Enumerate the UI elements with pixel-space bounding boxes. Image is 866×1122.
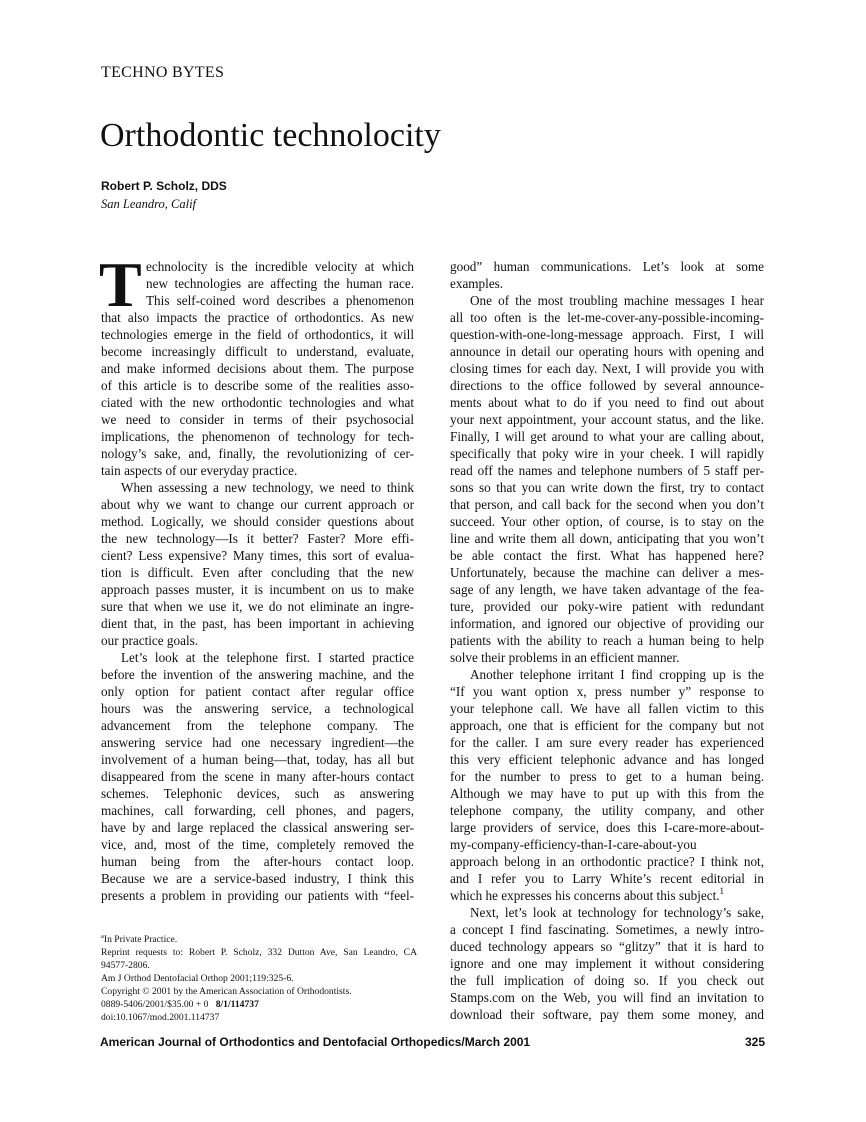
text-line [101,615,414,632]
text-line [450,870,764,887]
text-line [101,496,414,513]
text-line [101,513,414,530]
text-line [101,394,414,411]
line-text: One of the most troubling machine messages I hear [470,293,764,308]
line-text: and make informed decisions about them. The purpose [101,361,414,376]
text-line [101,326,414,343]
line-text: tain aspects of our everyday practice. [101,463,298,478]
line-text: announce in detail our operating hours with opening and [450,344,764,359]
text-line [450,938,764,955]
page-number: 325 [744,1035,765,1049]
footnote-citation: Am J Orthod Dentofacial Orthop 2001;119:325-6. [101,973,294,984]
line-text: this very efficient telephonic advance and has longed [450,752,764,767]
journal-name: American Journal of Orthodontics and Dentofacial Orthopedics/March 2001 [100,1035,531,1049]
text-line [450,581,764,598]
author-affiliation: San Leandro, Calif [101,197,197,211]
text-line [450,326,764,343]
line-text: duced technology appears so “glitzy” that it is hard to [450,939,764,954]
text-line [101,870,414,887]
line-text: your next appointment, your account status, and the like. [450,412,764,427]
line-text: download their software, pay them some money, and [450,1007,764,1022]
right-column [450,258,764,1023]
line-text: ture, provided our poky-wire patient with redundant [450,599,764,614]
text-line [101,462,414,479]
text-line [450,530,764,547]
line-text: new technologies are affecting the human race. [146,276,414,291]
line-text: that also impacts the practice of orthodontics. As new [101,310,414,325]
line-text: echnolocity is the incredible velocity at which [146,259,414,274]
line-text: read off the names and telephone numbers of 5 staff per- [450,463,764,478]
text-line [450,819,764,836]
text-line [450,666,764,683]
line-text: presents a problem in providing our patients with “feel- [101,888,414,903]
article-code: 8/1/114737 [215,999,259,1010]
line-text: implications, the phenomenon of technology for tech- [101,429,414,444]
footnote-affiliation [101,933,417,946]
footnotes [101,933,417,1024]
line-text: Finally, I will get around to what your are calling about, [450,429,764,444]
issn: 0889-5406/2001/$35.00 + 0 [101,999,209,1010]
text-line [101,802,414,819]
line-text: solve their problems in an efficient manner. [450,650,680,665]
author-name: Robert P. Scholz, DDS [101,179,227,193]
article-title: Orthodontic technolocity [100,117,441,154]
line-text: ciated with the new orthodontic technologies and what [101,395,414,410]
line-text: Another telephone irritant I find cropping up is the [470,667,764,682]
text-line [450,751,764,768]
text-line [450,394,764,411]
text-line [450,921,764,938]
text-line [450,853,764,870]
line-text: line and write them all down, anticipating that you won’t [450,531,764,546]
text-line [450,717,764,734]
line-text: we need to consider in terms of their psychosocial [101,412,414,427]
line-text: ments about what to do if you need to find out about [450,395,764,410]
line-text: ignore and one may implement it without considering [450,956,764,971]
line-text: Unfortunately, because the machine can deliver a mes- [450,565,764,580]
line-text: technologies emerge in the field of orthodontics, it will [101,327,414,342]
text-line [450,887,764,904]
text-line [101,564,414,581]
line-text: Although we may have to put up with this from the [450,786,764,801]
line-text: for the number to press to get to a human being. [450,769,764,784]
line-text: question-with-one-long-message approach. First, I will [450,327,764,342]
line-text: advancement from the telephone company. The [101,718,414,733]
line-text: directions to the office followed by several announce- [450,378,764,393]
line-text: schemes. Telephonic devices, such as answering [101,786,414,801]
line-text: approach passes muster, it is incumbent on us to make [101,582,414,597]
line-text: a concept I find fascinating. Sometimes, a newly intro- [450,922,764,937]
line-text: the new technology—Is it better? Faster? More effi- [101,531,414,546]
footnote-reprint-zip: 94577-2806. [101,960,150,971]
footnote-doi: doi:10.1067/mod.2001.114737 [101,1012,220,1023]
line-text: patients with the ability to reach a human being to help [450,633,764,648]
line-text: answering service had one necessary ingredient—the [101,735,414,750]
text-line [450,513,764,530]
text-line [101,768,414,785]
line-text: that person, and call back for the second when you don’t [450,497,764,512]
line-text: disappeared from the scene in many after-hours contact [101,769,414,784]
text-line [450,360,764,377]
line-text: large providers of service, does this I-care-more-about- [450,820,764,835]
text-line [101,717,414,734]
line-text: good” human communications. Let’s look at some [450,259,764,274]
text-line [101,649,414,666]
text-line [450,462,764,479]
line-text: approach belong in an orthodontic practice? I think not, [450,854,764,869]
text-line [101,683,414,700]
text-line [450,343,764,360]
line-text: Stamps.com on the Web, you will find an invitation to [450,990,764,1005]
text-line [450,649,764,666]
text-line [450,598,764,615]
line-text: your telephone call. We have all fallen victim to this [450,701,764,716]
text-line [450,496,764,513]
footnote-mark: a [101,933,104,940]
text-line [101,887,414,904]
text-line [101,836,414,853]
line-text: machines, call forwarding, cell phones, and pagers, [101,803,414,818]
text-line [101,479,414,496]
text-line [450,428,764,445]
line-text: involvement of a human being—that, today, has all but [101,752,414,767]
text-line [450,615,764,632]
text-line [450,258,764,275]
page-footer [100,1035,765,1049]
footnote-affiliation-text: In Private Practice. [103,934,178,945]
text-line [450,683,764,700]
line-text: sons so that you can write down the first, try to contact [450,480,764,495]
text-line [450,989,764,1006]
line-text: our practice goals. [101,633,199,648]
line-text: tion is difficult. Even after concluding that the new [101,565,414,580]
line-text: about why we want to change our current approach or [101,497,414,512]
line-text: examples. [450,276,504,291]
text-line [450,564,764,581]
line-text: closing times for each day. Next, I will provide you with [450,361,764,376]
text-line [450,275,764,292]
line-text: the full implication of doing so. If you check out [450,973,764,988]
line-text: and I refer you to Larry White’s recent editorial in [450,871,764,886]
text-line [101,785,414,802]
text-line [450,955,764,972]
section-label: TECHNO BYTES [101,64,225,81]
text-line [101,751,414,768]
line-text: succeed. Your other option, of course, is to stay on the [450,514,764,529]
drop-cap: T [99,249,142,320]
line-text: sure that when we use it, we do not eliminate an ingre- [101,599,414,614]
line-text: all too often is the let-me-cover-any-possible-incoming- [450,310,764,325]
reference-superscript: 1 [719,886,725,896]
text-line [450,292,764,309]
text-line [450,411,764,428]
line-text: of this article is to describe some of the realities asso- [101,378,414,393]
text-line [101,853,414,870]
text-line [450,377,764,394]
text-line [450,700,764,717]
footnote-copyright: Copyright © 2001 by the American Association of Orthodontists. [101,986,352,997]
text-line [450,632,764,649]
text-line [450,785,764,802]
line-text: hours was the answering service, a technological [101,701,414,716]
text-line [101,666,414,683]
line-text: my-company-efficiency-than-I-care-about-you [450,837,697,852]
text-line [450,1006,764,1023]
line-text: Because we are a service-based industry, I think this [101,871,414,886]
line-text: become increasingly difficult to understand, evaluate, [101,344,414,359]
footnote-issn [101,998,417,1011]
line-text: “If you want option x, press number y” response to [450,684,764,699]
text-line [101,819,414,836]
text-line [450,734,764,751]
text-line [101,309,414,326]
line-text: information, and ignored our objective of providing our [450,616,764,631]
text-line [450,904,764,921]
line-text: Let’s look at the telephone first. I started practice [121,650,414,665]
text-line [450,445,764,462]
line-text: before the invention of the answering machine, and the [101,667,414,682]
text-line [101,547,414,564]
line-text: specifically that poky wire in your cheek. I will rapidly [450,446,764,461]
text-line [101,377,414,394]
line-text: telephone company, the utility company, and other [450,803,764,818]
text-line [101,292,414,309]
text-line [101,411,414,428]
text-line [450,836,764,853]
text-line [450,972,764,989]
line-text: only option for patient contact after regular office [101,684,414,699]
line-text: be able contact the first. What has happened here? [450,548,764,563]
line-text: approach, one that is efficient for the company but not [450,718,764,733]
text-line [101,598,414,615]
text-line [450,309,764,326]
text-line [101,700,414,717]
line-text: method. Logically, we should consider questions about [101,514,414,529]
line-text: have by and large replaced the classical answering ser- [101,820,414,835]
line-text: human being from the after-hours contact loop. [101,854,414,869]
text-line [101,428,414,445]
line-text: vice, and, most of the time, completely removed the [101,837,414,852]
left-column [101,258,414,904]
text-line [101,343,414,360]
text-line [101,632,414,649]
line-text: Next, let’s look at technology for technology’s sake, [470,905,764,920]
line-text: dient that, in the past, has been important in achieving [101,616,414,631]
footnote-reprint: Reprint requests to: Robert P. Scholz, 332 Dutton Ave, San Leandro, CA [101,947,417,958]
line-text: This self-coined word describes a phenomenon [146,293,414,308]
text-line [101,445,414,462]
text-line [101,258,414,275]
line-text: nology’s sake, and, finally, the revolutionizing of cer- [101,446,414,461]
text-line [450,479,764,496]
text-line [450,768,764,785]
line-text: for the caller. I am sure every reader has experienced [450,735,764,750]
text-line [101,360,414,377]
line-text: cient? Less expensive? Many times, this sort of evalua- [101,548,414,563]
line-text: sage of any length, we have taken advantage of the fea- [450,582,764,597]
text-line [101,581,414,598]
line-text: which he expresses his concerns about this subject. [450,888,720,903]
text-line [450,802,764,819]
text-line [101,275,414,292]
text-line [101,734,414,751]
text-line [450,547,764,564]
text-line [101,530,414,547]
line-text: When assessing a new technology, we need to think [121,480,414,495]
